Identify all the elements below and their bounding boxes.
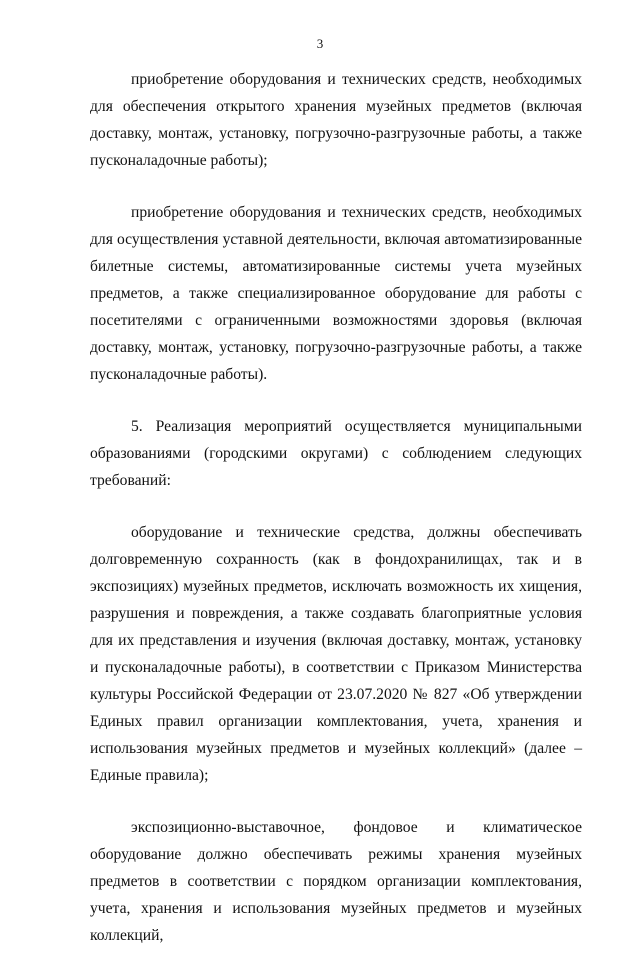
paragraph-exhibition-equipment: экспозиционно-выставочное, фондовое и климатическое оборудование должно обеспечивать режимы хранения музейных предметов в соответствии с порядком организации комплектования, учета, хранения и использования музейных предметов и музейных коллекций, <box>90 819 582 944</box>
paragraph-statutory-activity-equipment: приобретение оборудования и технических средств, необходимых для осуществления уставной деятельности, включая автоматизированные билетные системы, автоматизированные системы учета музейных предметов, а также специализированное оборудование для работы с посетителями с ограниченными возможностями здоровья (включая доставку, монтаж, установку, погрузочно-разгрузочные работы, а также пусконаладочные работы). <box>90 204 582 383</box>
paragraph-open-storage-equipment: приобретение оборудования и технических средств, необходимых для обеспечения открытого хранения музейных предметов (включая доставку, монтаж, установку, погрузочно-разгрузочные работы, а также пусконаладочные работы); <box>90 71 582 169</box>
document-body <box>90 66 582 974</box>
paragraph-item-5-requirements: 5. Реализация мероприятий осуществляется муниципальными образованиями (городскими округами) с соблюдением следующих требований: <box>90 418 582 489</box>
paragraph-preservation-requirements: оборудование и технические средства, должны обеспечивать долговременную сохранность (как в фондохранилищах, так и в экспозициях) музейных предметов, исключать возможность их хищения, разрушения и повреждения, а также создавать благоприятные условия для их представления и изучения (включая доставку, монтаж, установку и пусконаладочные работы), в соответствии с Приказом Министерства культуры Российской Федерации от 23.07.2020 № 827 «Об утверждении Единых правил организации комплектования, учета, хранения и использования музейных предметов и музейных коллекций» (далее – Единые правила); <box>90 524 582 784</box>
page-number: 3 <box>316 36 324 51</box>
